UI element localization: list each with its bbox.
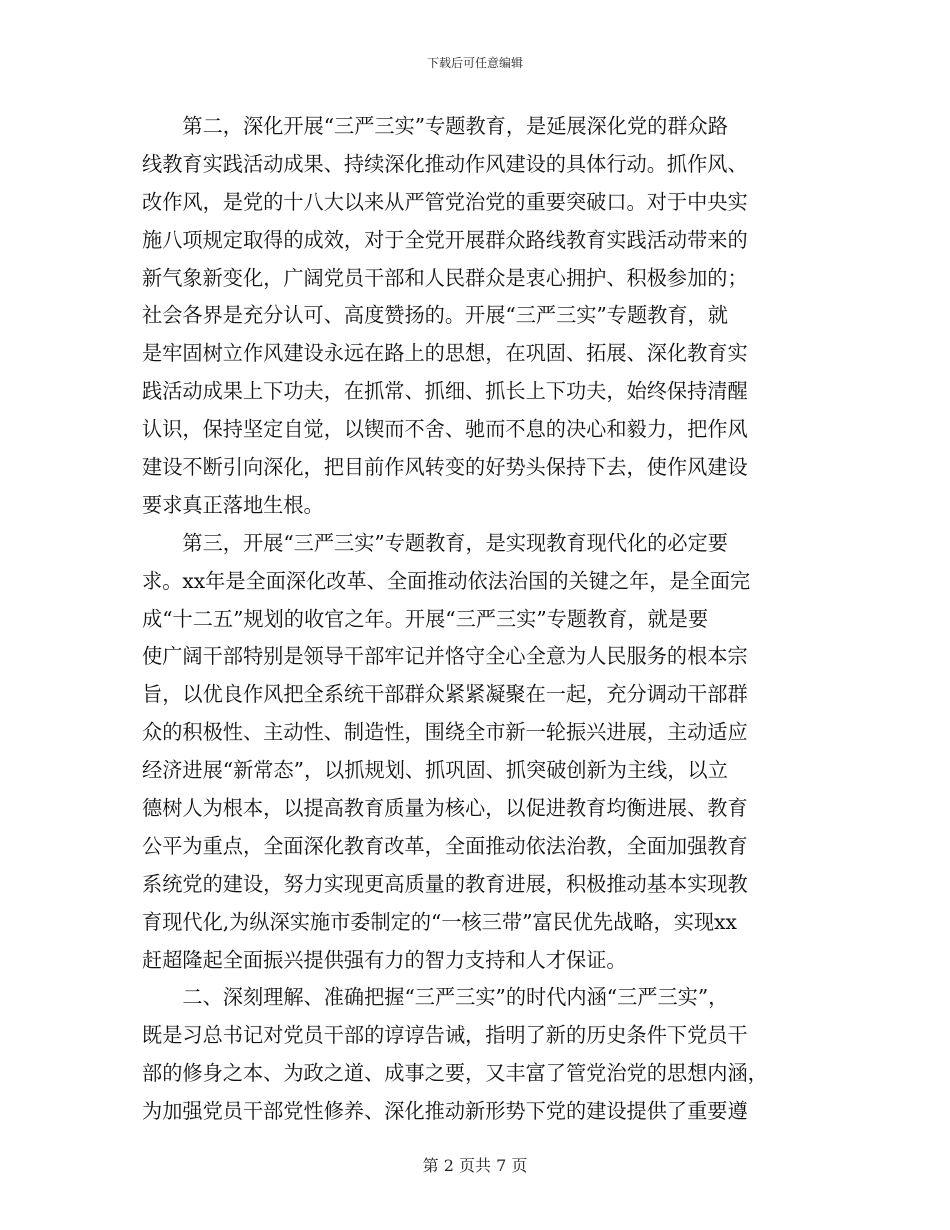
text-line: 建设不断引向深化，把目前作风转变的好势头保持下去，使作风建设: [142, 455, 748, 480]
text-line: 第三，开展“三严三实”专题教育，是实现教育现代化的必定要: [142, 530, 728, 555]
text-line: 为加强党员干部党性修养、深化推动新形势下党的建设提供了重要遵: [142, 1099, 748, 1124]
page-header: 下载后可任意编辑: [426, 56, 523, 70]
text-line: 二、深刻理解、准确把握“三严三实”的时代内涵“三严三实”，: [142, 985, 729, 1010]
text-line: 社会各界是充分认可、高度赞扬的。开展“三严三实”专题教育，就: [142, 303, 728, 328]
text-line: 线教育实践活动成果、持续深化推动作风建设的具体行动。抓作风、: [142, 151, 748, 176]
text-line: 系统党的建设，努力实现更高质量的教育进展，积极推动基本实现教: [142, 871, 748, 896]
text-line: 求。xx年是全面深化改革、全面推动依法治国的关键之年，是全面完: [142, 568, 751, 593]
text-line: 施八项规定取得的成效，对于全党开展群众路线教育实践活动带来的: [142, 227, 748, 252]
text-line: 众的积极性、主动性、制造性，围绕全市新一轮振兴进展，主动适应: [142, 720, 748, 745]
text-line: 认识，保持坚定自觉，以锲而不舍、驰而不息的决心和毅力，把作风: [142, 417, 748, 442]
text-line: 公平为重点，全面深化教育改革，全面推动依法治教，全面加强教育: [142, 833, 748, 858]
text-line: 旨，以优良作风把全系统干部群众紧紧凝聚在一起，充分调动干部群: [142, 682, 748, 707]
text-line: 新气象新变化，广阔党员干部和人民群众是衷心拥护、积极参加的；: [142, 265, 748, 290]
text-line: 使广阔干部特别是领导干部牢记并恪守全心全意为人民服务的根本宗: [142, 644, 748, 669]
text-line: 改作风，是党的十八大以来从严管党治党的重要突破口。对于中央实: [142, 189, 748, 214]
text-line: 要求真正落地生根。: [142, 492, 324, 517]
text-line: 育现代化,为纵深实施市委制定的“一核三带”富民优先战略，实现xx: [142, 909, 737, 934]
text-line: 赶超隆起全面振兴提供强有力的智力支持和人才保证。: [142, 947, 627, 972]
page-footer: 第 2 页共 7 页: [422, 1156, 528, 1175]
text-line: 是牢固树立作风建设永远在路上的思想，在巩固、拓展、深化教育实: [142, 341, 748, 366]
text-line: 成“十二五”规划的收官之年。开展“三严三实”专题教育，就是要: [142, 606, 709, 631]
text-line: 经济进展“新常态”，以抓规划、抓巩固、抓突破创新为主线，以立: [142, 758, 728, 783]
text-line: 第二，深化开展“三严三实”专题教育，是延展深化党的群众路: [142, 114, 728, 138]
text-line: 践活动成果上下功夫，在抓常、抓细、抓长上下功夫，始终保持清醒: [142, 379, 748, 404]
text-line: 既是习总书记对党员干部的谆谆告诫，指明了新的历史条件下党员干: [142, 1023, 748, 1048]
text-line: 德树人为根本，以提高教育质量为核心，以促进教育均衡进展、教育: [142, 796, 748, 821]
body-text: [142, 108, 822, 1131]
text-line: 部的修身之本、为政之道、成事之要，又丰富了管党治党的思想内涵，: [142, 1061, 768, 1086]
